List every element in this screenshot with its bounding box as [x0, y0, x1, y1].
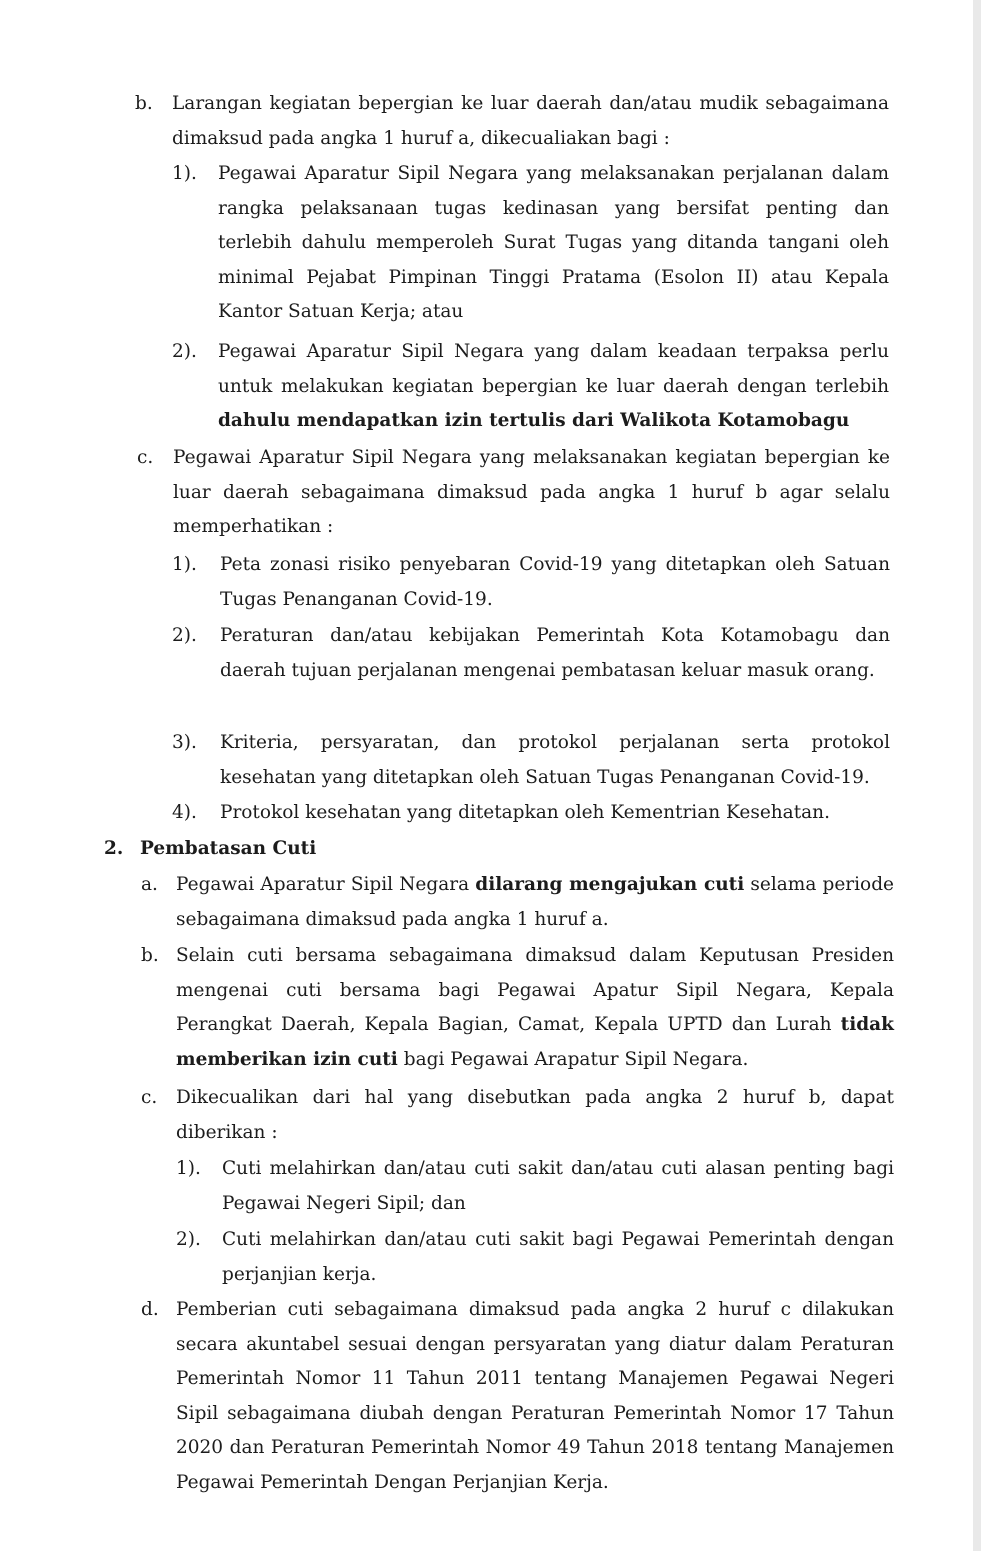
- s2-item-a-label: a.: [141, 874, 158, 895]
- item-b-2-text-regular: Pegawai Aparatur Sipil Negara yang dalam keadaan terpaksa perlu untuk melakukan kegiatan bepergian ke luar daerah dengan terlebih: [218, 341, 889, 397]
- item-c-4-text: Protokol kesehatan yang ditetapkan oleh Kementrian Kesehatan.: [220, 802, 830, 823]
- s2-item-a-text: [176, 868, 894, 937]
- item-c-2-label: 2).: [172, 625, 197, 646]
- s2-item-c-text: Dikecualikan dari hal yang disebutkan pada angka 2 huruf b, dapat diberikan :: [176, 1087, 894, 1143]
- item-b-2-text-bold: dahulu mendapatkan izin tertulis dari Walikota Kotamobagu: [218, 410, 850, 432]
- s2-item-c-2-label: 2).: [176, 1229, 201, 1250]
- s2-item-d-label: d.: [141, 1299, 159, 1320]
- s2-item-b-text-2: bagi Pegawai Arapatur Sipil Negara.: [403, 1048, 749, 1070]
- item-c-3-label: 3).: [172, 732, 197, 753]
- item-b-1-text: Pegawai Aparatur Sipil Negara yang melaksanakan perjalanan dalam rangka pelaksanaan tugas kedinasan yang bersifat penting dan terlebih dahulu memperoleh Surat Tugas yang ditanda tangani oleh minimal Pejabat Pimpinan Tinggi Pratama (Esolon II) atau Kepala Kantor Satuan Kerja; atau: [218, 163, 889, 323]
- s2-item-c-2-text: Cuti melahirkan dan/atau cuti sakit bagi Pegawai Pemerintah dengan perjanjian kerja.: [222, 1229, 894, 1285]
- s2-item-c-1-label: 1).: [176, 1158, 201, 1179]
- s2-item-b-label: b.: [141, 945, 159, 966]
- item-c-1-text: Peta zonasi risiko penyebaran Covid-19 yang ditetapkan oleh Satuan Tugas Penanganan Covid-19.: [220, 554, 890, 610]
- item-c-3-text: Kriteria, persyaratan, dan protokol perjalanan serta protokol kesehatan yang ditetapkan oleh Satuan Tugas Penanganan Covid-19.: [220, 732, 890, 788]
- s2-item-c-1-text: Cuti melahirkan dan/atau cuti sakit dan/atau cuti alasan penting bagi Pegawai Negeri Sipil; dan: [222, 1158, 894, 1214]
- item-b-2-label: 2).: [172, 341, 197, 362]
- section-2-heading: Pembatasan Cuti: [140, 838, 317, 859]
- s2-item-a-text-2: selama periode sebagaimana dimaksud pada angka 1 huruf a.: [176, 874, 894, 930]
- s2-item-d-text: Pemberian cuti sebagaimana dimaksud pada angka 2 huruf c dilakukan secara akuntabel sesuai dengan persyaratan yang diatur dalam Peraturan Pemerintah Nomor 11 Tahun 2011 tentang Manajemen Pegawai Negeri Sipil sebagaimana diubah dengan Peraturan Pemerintah Nomor 17 Tahun 2020 dan Peraturan Pemerintah Nomor 49 Tahun 2018 tentang Manajemen Pegawai Pemerintah Dengan Perjanjian Kerja.: [176, 1299, 894, 1493]
- section-2-number: 2.: [104, 838, 124, 859]
- page-edge-shadow: [973, 0, 981, 1551]
- s2-item-a-text-1: Pegawai Aparatur Sipil Negara: [176, 874, 470, 895]
- s2-item-b-text: [176, 939, 894, 1077]
- item-b-text: Larangan kegiatan bepergian ke luar daerah dan/atau mudik sebagaimana dimaksud pada angka 1 huruf a, dikecualiakan bagi :: [172, 93, 889, 149]
- item-c-1-label: 1).: [172, 554, 197, 575]
- s2-item-a-text-bold: dilarang mengajukan cuti: [475, 874, 745, 895]
- s2-item-b-text-bold: tidak memberikan izin cuti: [176, 1014, 894, 1070]
- s2-item-c-label: c.: [141, 1087, 158, 1108]
- item-c-label: c.: [137, 447, 154, 468]
- item-c-2-text: Peraturan dan/atau kebijakan Pemerintah Kota Kotamobagu dan daerah tujuan perjalanan mengenai pembatasan keluar masuk orang.: [220, 625, 890, 681]
- item-b-1-label: 1).: [172, 163, 197, 184]
- s2-item-b-text-1: Selain cuti bersama sebagaimana dimaksud dalam Keputusan Presiden mengenai cuti bersama bagi Pegawai Apatur Sipil Negara, Kepala Perangkat Daerah, Kepala Bagian, Camat, Kepala UPTD dan Lurah: [176, 945, 894, 1036]
- item-c-4-label: 4).: [172, 802, 197, 823]
- item-c-text: Pegawai Aparatur Sipil Negara yang melaksanakan kegiatan bepergian ke luar daerah sebagaimana dimaksud pada angka 1 huruf b agar selalu memperhatikan :: [173, 447, 890, 538]
- item-b-2-text: [218, 335, 889, 439]
- item-b-label: b.: [135, 93, 153, 114]
